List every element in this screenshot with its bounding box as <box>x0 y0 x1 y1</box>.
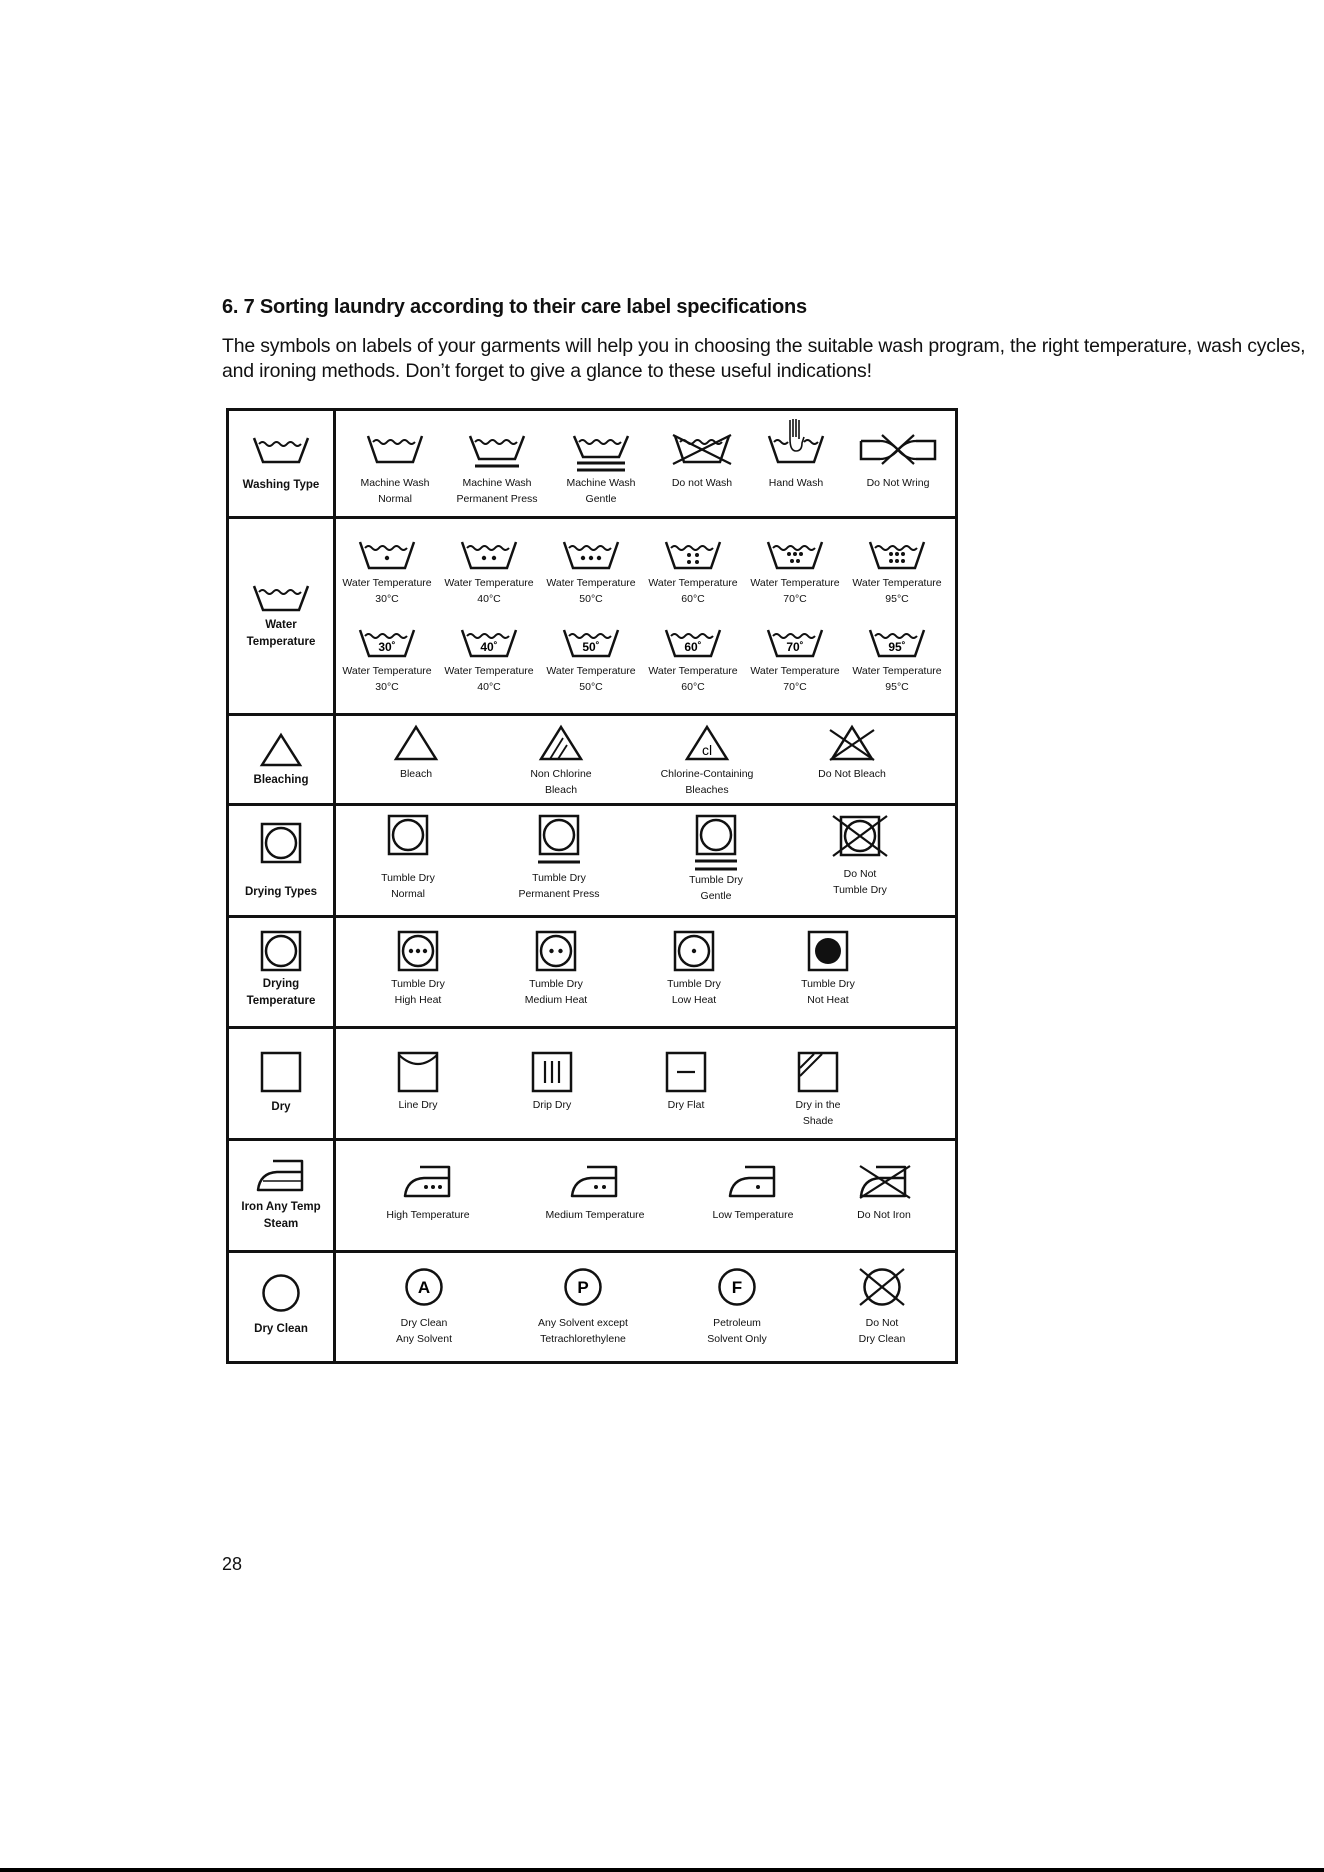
item-label: Hand Wash <box>768 477 824 489</box>
machine-wash-permanent-press-item <box>447 433 547 507</box>
item-label: Do Not Iron <box>857 1209 911 1221</box>
wash-tub-icon <box>251 435 311 465</box>
svg-text:F: F <box>731 1278 743 1297</box>
category-drying-temperature <box>229 918 336 1026</box>
water-95-dots-item <box>845 539 949 607</box>
square-icon <box>260 1051 302 1093</box>
category-washing-type <box>229 411 336 516</box>
item-label: Water Temperature 60°C <box>648 577 738 605</box>
category-drying-types <box>229 806 336 915</box>
item-label: Tumble Dry Gentle <box>689 874 743 902</box>
circle-icon <box>261 1273 301 1313</box>
item-label: Water Temperature 30°C <box>342 665 432 693</box>
item-label: Line Dry <box>398 1099 438 1111</box>
iron-low-temp-icon <box>727 1163 779 1199</box>
iron-high-temp-icon <box>402 1163 454 1199</box>
tumble-dry-icon <box>260 822 302 864</box>
wash-tub-icon <box>251 583 311 613</box>
category-label: Dry Clean <box>254 1323 308 1335</box>
section-heading: 6. 7 Sorting laundry according to their care label specifications <box>222 296 807 318</box>
water-50-number-item <box>539 627 643 695</box>
item-label: Tumble Dry Normal <box>381 872 435 900</box>
drip-dry-icon <box>531 1051 573 1093</box>
item-label: Machine Wash Normal <box>360 477 430 505</box>
tumble-dry-medium-heat-item <box>501 930 611 1008</box>
machine-wash-normal-icon <box>365 433 425 465</box>
do-not-wash-icon <box>671 433 733 465</box>
dry-clean-p-icon <box>563 1267 603 1307</box>
water-30-number-item <box>335 627 439 695</box>
item-label: Machine Wash Gentle <box>566 477 636 505</box>
dry-clean-p-item <box>513 1267 653 1347</box>
item-label: Water Temperature 70°C <box>750 577 840 605</box>
item-label: Do Not Dry Clean <box>858 1317 906 1345</box>
tumble-dry-high-heat-icon <box>397 930 439 972</box>
wash-30-dot-icon <box>357 539 417 571</box>
svg-text:60˚: 60˚ <box>684 640 702 654</box>
iron-high-temp-item <box>373 1163 483 1223</box>
tumble-dry-normal-item <box>353 814 463 902</box>
category-label: Drying Types <box>245 886 317 898</box>
tumble-dry-normal-icon <box>387 814 429 866</box>
non-chlorine-bleach-icon <box>538 724 584 762</box>
do-not-wash-item <box>657 433 747 491</box>
intro-text: The symbols on labels of your garments will help you in choosing the suitable wash program, the right temperature, wash cycles, and ironing methods. Don’t forget to give a glance to these useful indications! <box>222 335 1306 382</box>
chlorine-bleach-icon <box>684 724 730 762</box>
non-chlorine-bleach-item <box>501 724 621 798</box>
wash-70-number-icon <box>765 627 825 659</box>
svg-text:50˚: 50˚ <box>582 640 600 654</box>
dry-clean-petroleum-item <box>677 1267 797 1347</box>
row-dry-clean <box>229 1253 955 1361</box>
item-label: Do not Wash <box>671 477 733 489</box>
tumble-dry-permanent-press-icon <box>538 814 580 866</box>
triangle-icon <box>259 732 303 768</box>
item-label: Water Temperature 50°C <box>546 577 636 605</box>
item-label: Water Temperature 40°C <box>444 665 534 693</box>
item-label: Water Temperature 50°C <box>546 665 636 693</box>
tumble-dry-icon <box>260 930 302 972</box>
dry-clean-f-icon <box>717 1267 757 1307</box>
dry-clean-any-solvent-item <box>369 1267 479 1347</box>
machine-wash-permanent-press-icon <box>467 433 527 469</box>
item-label: Do Not Bleach <box>818 768 886 780</box>
category-label: Dry <box>271 1101 291 1113</box>
dry-in-shade-icon <box>797 1051 839 1093</box>
item-label: Tumble Dry Not Heat <box>801 978 855 1006</box>
dry-flat-item <box>631 1051 741 1113</box>
bottom-edge-bar <box>0 1868 1324 1872</box>
tumble-dry-low-heat-item <box>639 930 749 1008</box>
category-label: Drying Temperature <box>246 978 316 1007</box>
item-label: Bleach <box>399 768 433 780</box>
category-bleaching <box>229 716 336 803</box>
drip-dry-item <box>497 1051 607 1113</box>
line-dry-icon <box>397 1051 439 1093</box>
svg-text:95˚: 95˚ <box>888 640 906 654</box>
do-not-bleach-item <box>797 724 907 782</box>
tumble-dry-medium-heat-icon <box>535 930 577 972</box>
item-label: Water Temperature 40°C <box>444 577 534 605</box>
category-label: Water Temperature <box>246 619 316 648</box>
hand-wash-icon <box>766 417 826 465</box>
do-not-tumble-dry-icon <box>831 814 889 858</box>
tumble-dry-no-heat-item <box>773 930 883 1008</box>
item-label: Dry Flat <box>667 1099 705 1111</box>
water-40-number-item <box>437 627 541 695</box>
machine-wash-gentle-icon <box>571 433 631 473</box>
category-label: Bleaching <box>253 774 309 786</box>
do-not-tumble-dry-item <box>805 814 915 898</box>
category-label: Washing Type <box>242 479 320 491</box>
do-not-iron-icon <box>856 1163 912 1199</box>
category-dry-clean <box>229 1253 336 1361</box>
machine-wash-normal-item <box>345 433 445 507</box>
water-70-dots-item <box>743 539 847 607</box>
item-label: Tumble Dry Low Heat <box>667 978 721 1006</box>
iron-low-temp-item <box>693 1163 813 1223</box>
bleach-triangle-icon <box>393 724 439 762</box>
svg-text:30˚: 30˚ <box>378 640 396 654</box>
chlorine-bleach-item <box>637 724 777 798</box>
wash-50-dots-icon <box>561 539 621 571</box>
wash-40-number-icon <box>459 627 519 659</box>
wash-60-number-icon <box>663 627 723 659</box>
wash-40-dots-icon <box>459 539 519 571</box>
wash-60-dots-icon <box>663 539 723 571</box>
dry-in-shade-item <box>763 1051 873 1129</box>
page-number: 28 <box>222 1554 243 1574</box>
do-not-bleach-icon <box>826 724 878 762</box>
dry-clean-a-icon <box>404 1267 444 1307</box>
iron-medium-temp-icon <box>569 1163 621 1199</box>
item-label: Petroleum Solvent Only <box>707 1317 767 1345</box>
water-50-dots-item <box>539 539 643 607</box>
wash-95-number-icon <box>867 627 927 659</box>
item-label: Water Temperature 70°C <box>750 665 840 693</box>
category-water-temperature <box>229 519 336 713</box>
do-not-wring-icon <box>858 433 938 465</box>
item-label: Tumble Dry High Heat <box>391 978 445 1006</box>
tumble-dry-no-heat-icon <box>807 930 849 972</box>
item-label: Tumble Dry Permanent Press <box>518 872 600 900</box>
water-60-number-item <box>641 627 745 695</box>
care-label-table <box>226 408 958 1364</box>
item-label: Tumble Dry Medium Heat <box>524 978 588 1006</box>
item-label: Non Chlorine Bleach <box>530 768 592 796</box>
water-95-number-item <box>845 627 949 695</box>
category-iron <box>229 1141 336 1250</box>
water-30-dots-item <box>335 539 439 607</box>
line-dry-item <box>363 1051 473 1113</box>
item-label: Medium Temperature <box>545 1209 645 1221</box>
category-dry <box>229 1029 336 1138</box>
dry-flat-icon <box>665 1051 707 1093</box>
svg-text:40˚: 40˚ <box>480 640 498 654</box>
row-drying-temperature <box>229 918 955 1029</box>
iron-icon <box>255 1157 307 1193</box>
do-not-dry-clean-icon <box>854 1267 910 1307</box>
hand-wash-item <box>751 417 841 491</box>
tumble-dry-gentle-item <box>661 814 771 904</box>
tumble-dry-low-heat-icon <box>673 930 715 972</box>
row-washing-type <box>229 411 955 519</box>
item-label: Dry in the Shade <box>795 1099 841 1127</box>
do-not-dry-clean-item <box>827 1267 937 1347</box>
iron-medium-temp-item <box>525 1163 665 1223</box>
item-label: Machine Wash Permanent Press <box>456 477 538 505</box>
row-water-temperature <box>229 519 955 716</box>
category-label: Iron Any Temp Steam <box>241 1201 321 1230</box>
wash-30-number-icon <box>357 627 417 659</box>
item-label: Water Temperature 30°C <box>342 577 432 605</box>
item-label: Any Solvent except Tetrachlorethylene <box>538 1317 628 1345</box>
do-not-wring-item <box>843 433 953 491</box>
item-label: Do Not Wring <box>866 477 930 489</box>
item-label: Do Not Tumble Dry <box>833 868 887 896</box>
item-label: Water Temperature 95°C <box>852 577 942 605</box>
item-label: Drip Dry <box>532 1099 572 1111</box>
water-60-dots-item <box>641 539 745 607</box>
item-label: Dry Clean Any Solvent <box>395 1317 453 1345</box>
row-drying-types <box>229 806 955 918</box>
svg-text:cl: cl <box>701 742 713 758</box>
tumble-dry-gentle-icon <box>695 814 737 872</box>
row-iron <box>229 1141 955 1253</box>
svg-text:70˚: 70˚ <box>786 640 804 654</box>
item-label: Low Temperature <box>712 1209 794 1221</box>
row-bleaching <box>229 716 955 806</box>
water-40-dots-item <box>437 539 541 607</box>
item-label: Water Temperature 95°C <box>852 665 942 693</box>
do-not-iron-item <box>829 1163 939 1223</box>
water-70-number-item <box>743 627 847 695</box>
wash-95-dots-icon <box>867 539 927 571</box>
svg-text:P: P <box>577 1278 589 1297</box>
bleach-item <box>361 724 471 782</box>
item-label: Chlorine-Containing Bleaches <box>660 768 754 796</box>
tumble-dry-permanent-press-item <box>499 814 619 902</box>
wash-70-dots-icon <box>765 539 825 571</box>
item-label: Water Temperature 60°C <box>648 665 738 693</box>
tumble-dry-high-heat-item <box>363 930 473 1008</box>
svg-text:A: A <box>417 1278 431 1297</box>
machine-wash-gentle-item <box>551 433 651 507</box>
wash-50-number-icon <box>561 627 621 659</box>
row-dry <box>229 1029 955 1141</box>
item-label: High Temperature <box>386 1209 470 1221</box>
